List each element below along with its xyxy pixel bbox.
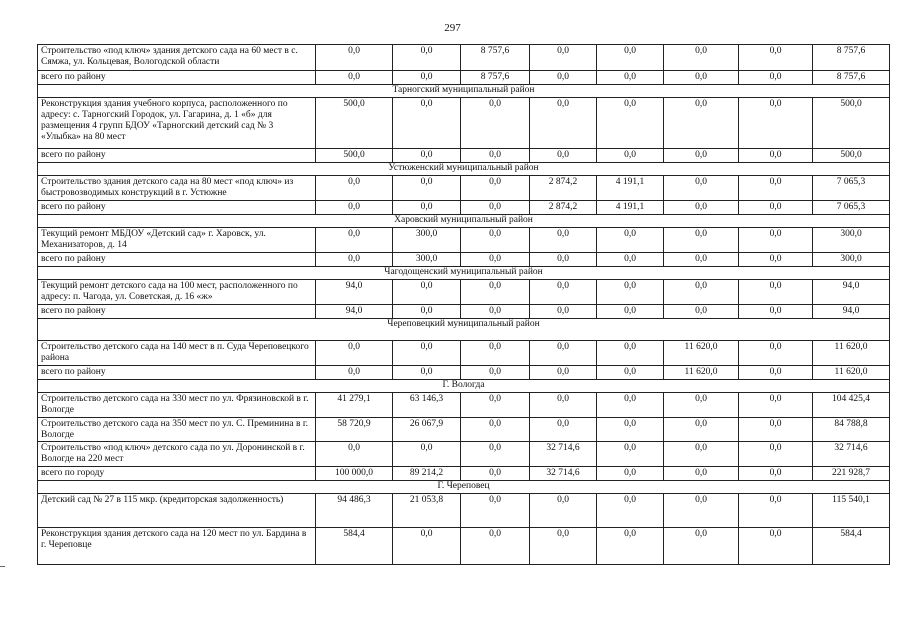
table-body bbox=[38, 45, 890, 565]
amount-cell: 0,0 bbox=[530, 528, 597, 565]
row-total-cell: 584,4 bbox=[813, 528, 890, 565]
amount-cell: 4 191,1 bbox=[597, 176, 664, 201]
amount-cell: 0,0 bbox=[739, 280, 813, 305]
amount-cell: 0,0 bbox=[461, 176, 530, 201]
amount-cell: 21 053,8 bbox=[393, 494, 461, 528]
amount-cell: 0,0 bbox=[597, 149, 664, 163]
amount-cell: 0,0 bbox=[393, 176, 461, 201]
project-description: Строительство здания детского сада на 80 мест «под ключ» из быстровозводимых конструкций в г. Устюжне bbox=[38, 176, 316, 201]
subtotal-row bbox=[38, 71, 890, 85]
amount-cell: 0,0 bbox=[461, 418, 530, 442]
amount-cell: 0,0 bbox=[664, 442, 739, 467]
amount-cell: 0,0 bbox=[316, 176, 393, 201]
amount-cell: 0,0 bbox=[739, 228, 813, 253]
table-row bbox=[38, 528, 890, 565]
project-description: Строительство «под ключ» детского сада по ул. Доронинской в г. Вологде на 220 мест bbox=[38, 442, 316, 467]
amount-cell: 0,0 bbox=[530, 280, 597, 305]
amount-cell: 0,0 bbox=[597, 467, 664, 481]
amount-cell: 0,0 bbox=[664, 98, 739, 149]
amount-cell: 0,0 bbox=[461, 201, 530, 215]
amount-cell: 0,0 bbox=[664, 280, 739, 305]
row-total-cell: 94,0 bbox=[813, 305, 890, 319]
amount-cell: 0,0 bbox=[393, 45, 461, 71]
amount-cell: 500,0 bbox=[316, 149, 393, 163]
section-title: Устюженский муниципальный район bbox=[38, 163, 890, 176]
amount-cell: 8 757,6 bbox=[461, 45, 530, 71]
amount-cell: 32 714,6 bbox=[530, 467, 597, 481]
amount-cell: 0,0 bbox=[597, 253, 664, 267]
subtotal-row bbox=[38, 253, 890, 267]
row-total-cell: 500,0 bbox=[813, 98, 890, 149]
table-row bbox=[38, 442, 890, 467]
amount-cell: 0,0 bbox=[664, 176, 739, 201]
amount-cell: 63 146,3 bbox=[393, 393, 461, 418]
table-row bbox=[38, 228, 890, 253]
amount-cell: 0,0 bbox=[461, 98, 530, 149]
amount-cell: 8 757,6 bbox=[461, 71, 530, 85]
amount-cell: 0,0 bbox=[393, 341, 461, 366]
subtotal-row bbox=[38, 366, 890, 380]
amount-cell: 41 279,1 bbox=[316, 393, 393, 418]
project-description: Строительство детского сада на 140 мест в п. Суда Череповецкого района bbox=[38, 341, 316, 366]
project-description: Строительство «под ключ» здания детского сада на 60 мест в с. Сямжа, ул. Кольцевая, Вологодской области bbox=[38, 45, 316, 71]
subtotal-row bbox=[38, 305, 890, 319]
amount-cell: 0,0 bbox=[597, 393, 664, 418]
amount-cell: 0,0 bbox=[739, 494, 813, 528]
amount-cell: 0,0 bbox=[597, 528, 664, 565]
amount-cell: 0,0 bbox=[739, 418, 813, 442]
amount-cell: 0,0 bbox=[393, 528, 461, 565]
amount-cell: 0,0 bbox=[597, 366, 664, 380]
amount-cell: 0,0 bbox=[530, 253, 597, 267]
row-total-cell: 84 788,8 bbox=[813, 418, 890, 442]
amount-cell: 0,0 bbox=[393, 305, 461, 319]
project-description: Строительство детского сада на 330 мест по ул. Фрязиновской в г. Вологде bbox=[38, 393, 316, 418]
amount-cell: 0,0 bbox=[664, 393, 739, 418]
amount-cell: 0,0 bbox=[664, 418, 739, 442]
project-description: Детский сад № 27 в 115 мкр. (кредиторская задолженность) bbox=[38, 494, 316, 528]
amount-cell: 0,0 bbox=[461, 494, 530, 528]
amount-cell: 0,0 bbox=[461, 341, 530, 366]
section-header-row bbox=[38, 163, 890, 176]
amount-cell: 0,0 bbox=[461, 305, 530, 319]
row-total-cell: 500,0 bbox=[813, 149, 890, 163]
amount-cell: 0,0 bbox=[739, 98, 813, 149]
amount-cell: 26 067,9 bbox=[393, 418, 461, 442]
amount-cell: 0,0 bbox=[316, 201, 393, 215]
table-row bbox=[38, 45, 890, 71]
amount-cell: 100 000,0 bbox=[316, 467, 393, 481]
amount-cell: 58 720,9 bbox=[316, 418, 393, 442]
amount-cell: 0,0 bbox=[739, 366, 813, 380]
amount-cell: 0,0 bbox=[597, 45, 664, 71]
amount-cell: 0,0 bbox=[739, 341, 813, 366]
table-row bbox=[38, 393, 890, 418]
subtotal-label: всего по району bbox=[38, 366, 316, 380]
amount-cell: 4 191,1 bbox=[597, 201, 664, 215]
margin-mark bbox=[0, 566, 5, 567]
amount-cell: 0,0 bbox=[530, 305, 597, 319]
amount-cell: 0,0 bbox=[530, 366, 597, 380]
project-description: Реконструкция здания детского сада на 120 мест по ул. Бардина в г. Череповце bbox=[38, 528, 316, 565]
amount-cell: 0,0 bbox=[461, 228, 530, 253]
section-title: Г. Череповец bbox=[38, 481, 890, 494]
amount-cell: 0,0 bbox=[597, 280, 664, 305]
row-total-cell: 32 714,6 bbox=[813, 442, 890, 467]
table-row bbox=[38, 176, 890, 201]
amount-cell: 0,0 bbox=[739, 467, 813, 481]
row-total-cell: 8 757,6 bbox=[813, 71, 890, 85]
subtotal-label: всего по району bbox=[38, 201, 316, 215]
amount-cell: 0,0 bbox=[393, 442, 461, 467]
project-description: Текущий ремонт детского сада на 100 мест, расположенного по адресу: п. Чагода, ул. Советская, д. 16 «ж» bbox=[38, 280, 316, 305]
amount-cell: 0,0 bbox=[530, 228, 597, 253]
amount-cell: 0,0 bbox=[530, 341, 597, 366]
amount-cell: 0,0 bbox=[316, 366, 393, 380]
row-total-cell: 115 540,1 bbox=[813, 494, 890, 528]
row-total-cell: 300,0 bbox=[813, 253, 890, 267]
amount-cell: 0,0 bbox=[316, 442, 393, 467]
section-title: Тарногский муниципальный район bbox=[38, 85, 890, 98]
amount-cell: 32 714,6 bbox=[530, 442, 597, 467]
amount-cell: 0,0 bbox=[597, 98, 664, 149]
amount-cell: 0,0 bbox=[461, 528, 530, 565]
amount-cell: 11 620,0 bbox=[664, 366, 739, 380]
amount-cell: 0,0 bbox=[664, 71, 739, 85]
row-total-cell: 300,0 bbox=[813, 228, 890, 253]
amount-cell: 0,0 bbox=[664, 528, 739, 565]
amount-cell: 0,0 bbox=[530, 149, 597, 163]
subtotal-label: всего по району bbox=[38, 305, 316, 319]
section-title: Чагодощенский муниципальный район bbox=[38, 267, 890, 280]
amount-cell: 0,0 bbox=[739, 71, 813, 85]
amount-cell: 0,0 bbox=[393, 149, 461, 163]
section-header-row bbox=[38, 380, 890, 393]
subtotal-label: всего по району bbox=[38, 149, 316, 163]
section-title: Череповецкий муниципальный район bbox=[38, 319, 890, 341]
amount-cell: 0,0 bbox=[461, 253, 530, 267]
amount-cell: 0,0 bbox=[530, 393, 597, 418]
amount-cell: 0,0 bbox=[739, 45, 813, 71]
section-header-row bbox=[38, 319, 890, 341]
amount-cell: 0,0 bbox=[393, 71, 461, 85]
amount-cell: 0,0 bbox=[597, 71, 664, 85]
amount-cell: 0,0 bbox=[664, 494, 739, 528]
amount-cell: 0,0 bbox=[739, 253, 813, 267]
amount-cell: 0,0 bbox=[316, 341, 393, 366]
amount-cell: 300,0 bbox=[393, 253, 461, 267]
page-number: 297 bbox=[444, 22, 461, 34]
amount-cell: 89 214,2 bbox=[393, 467, 461, 481]
amount-cell: 0,0 bbox=[461, 393, 530, 418]
amount-cell: 0,0 bbox=[597, 442, 664, 467]
amount-cell: 0,0 bbox=[316, 228, 393, 253]
subtotal-label: всего по району bbox=[38, 71, 316, 85]
amount-cell: 0,0 bbox=[530, 494, 597, 528]
amount-cell: 300,0 bbox=[393, 228, 461, 253]
row-total-cell: 94,0 bbox=[813, 280, 890, 305]
amount-cell: 0,0 bbox=[316, 71, 393, 85]
amount-cell: 0,0 bbox=[739, 176, 813, 201]
subtotal-label: всего по городу bbox=[38, 467, 316, 481]
budget-table bbox=[37, 44, 890, 565]
amount-cell: 0,0 bbox=[664, 467, 739, 481]
amount-cell: 2 874,2 bbox=[530, 176, 597, 201]
row-total-cell: 221 928,7 bbox=[813, 467, 890, 481]
amount-cell: 0,0 bbox=[597, 305, 664, 319]
table-row bbox=[38, 341, 890, 366]
amount-cell: 0,0 bbox=[739, 149, 813, 163]
amount-cell: 0,0 bbox=[393, 280, 461, 305]
amount-cell: 94,0 bbox=[316, 280, 393, 305]
section-header-row bbox=[38, 215, 890, 228]
row-total-cell: 11 620,0 bbox=[813, 341, 890, 366]
subtotal-row bbox=[38, 467, 890, 481]
project-description: Строительство детского сада на 350 мест по ул. С. Преминина в г. Вологде bbox=[38, 418, 316, 442]
amount-cell: 0,0 bbox=[664, 228, 739, 253]
amount-cell: 0,0 bbox=[316, 253, 393, 267]
amount-cell: 11 620,0 bbox=[664, 341, 739, 366]
amount-cell: 584,4 bbox=[316, 528, 393, 565]
amount-cell: 0,0 bbox=[664, 201, 739, 215]
amount-cell: 0,0 bbox=[739, 442, 813, 467]
project-description: Реконструкция здания учебного корпуса, расположенного по адресу: с. Тарногский Городок, ул. Гагарина, д. 1 «б» для размещения 4 групп БДОУ «Тарногский детский сад № 3 «Улыбка» на 80 мест bbox=[38, 98, 316, 149]
amount-cell: 0,0 bbox=[664, 45, 739, 71]
section-title: Г. Вологда bbox=[38, 380, 890, 393]
amount-cell: 0,0 bbox=[739, 393, 813, 418]
amount-cell: 500,0 bbox=[316, 98, 393, 149]
row-total-cell: 8 757,6 bbox=[813, 45, 890, 71]
amount-cell: 94 486,3 bbox=[316, 494, 393, 528]
amount-cell: 0,0 bbox=[739, 528, 813, 565]
amount-cell: 0,0 bbox=[393, 98, 461, 149]
amount-cell: 0,0 bbox=[597, 228, 664, 253]
amount-cell: 2 874,2 bbox=[530, 201, 597, 215]
amount-cell: 0,0 bbox=[530, 98, 597, 149]
amount-cell: 0,0 bbox=[664, 149, 739, 163]
amount-cell: 0,0 bbox=[597, 341, 664, 366]
row-total-cell: 11 620,0 bbox=[813, 366, 890, 380]
amount-cell: 0,0 bbox=[739, 201, 813, 215]
amount-cell: 0,0 bbox=[461, 149, 530, 163]
amount-cell: 0,0 bbox=[393, 201, 461, 215]
amount-cell: 94,0 bbox=[316, 305, 393, 319]
amount-cell: 0,0 bbox=[461, 467, 530, 481]
amount-cell: 0,0 bbox=[664, 253, 739, 267]
table-row bbox=[38, 98, 890, 149]
table-row bbox=[38, 418, 890, 442]
amount-cell: 0,0 bbox=[597, 418, 664, 442]
amount-cell: 0,0 bbox=[393, 366, 461, 380]
section-header-row bbox=[38, 481, 890, 494]
row-total-cell: 104 425,4 bbox=[813, 393, 890, 418]
row-total-cell: 7 065,3 bbox=[813, 176, 890, 201]
subtotal-row bbox=[38, 201, 890, 215]
amount-cell: 0,0 bbox=[530, 71, 597, 85]
amount-cell: 0,0 bbox=[597, 494, 664, 528]
row-total-cell: 7 065,3 bbox=[813, 201, 890, 215]
table-row bbox=[38, 280, 890, 305]
subtotal-label: всего по району bbox=[38, 253, 316, 267]
section-header-row bbox=[38, 267, 890, 280]
amount-cell: 0,0 bbox=[530, 45, 597, 71]
amount-cell: 0,0 bbox=[530, 418, 597, 442]
table-row bbox=[38, 494, 890, 528]
amount-cell: 0,0 bbox=[461, 280, 530, 305]
amount-cell: 0,0 bbox=[461, 366, 530, 380]
amount-cell: 0,0 bbox=[739, 305, 813, 319]
amount-cell: 0,0 bbox=[316, 45, 393, 71]
amount-cell: 0,0 bbox=[664, 305, 739, 319]
amount-cell: 0,0 bbox=[461, 442, 530, 467]
subtotal-row bbox=[38, 149, 890, 163]
section-header-row bbox=[38, 85, 890, 98]
section-title: Харовский муниципальный район bbox=[38, 215, 890, 228]
project-description: Текущий ремонт МБДОУ «Детский сад» г. Харовск, ул. Механизаторов, д. 14 bbox=[38, 228, 316, 253]
